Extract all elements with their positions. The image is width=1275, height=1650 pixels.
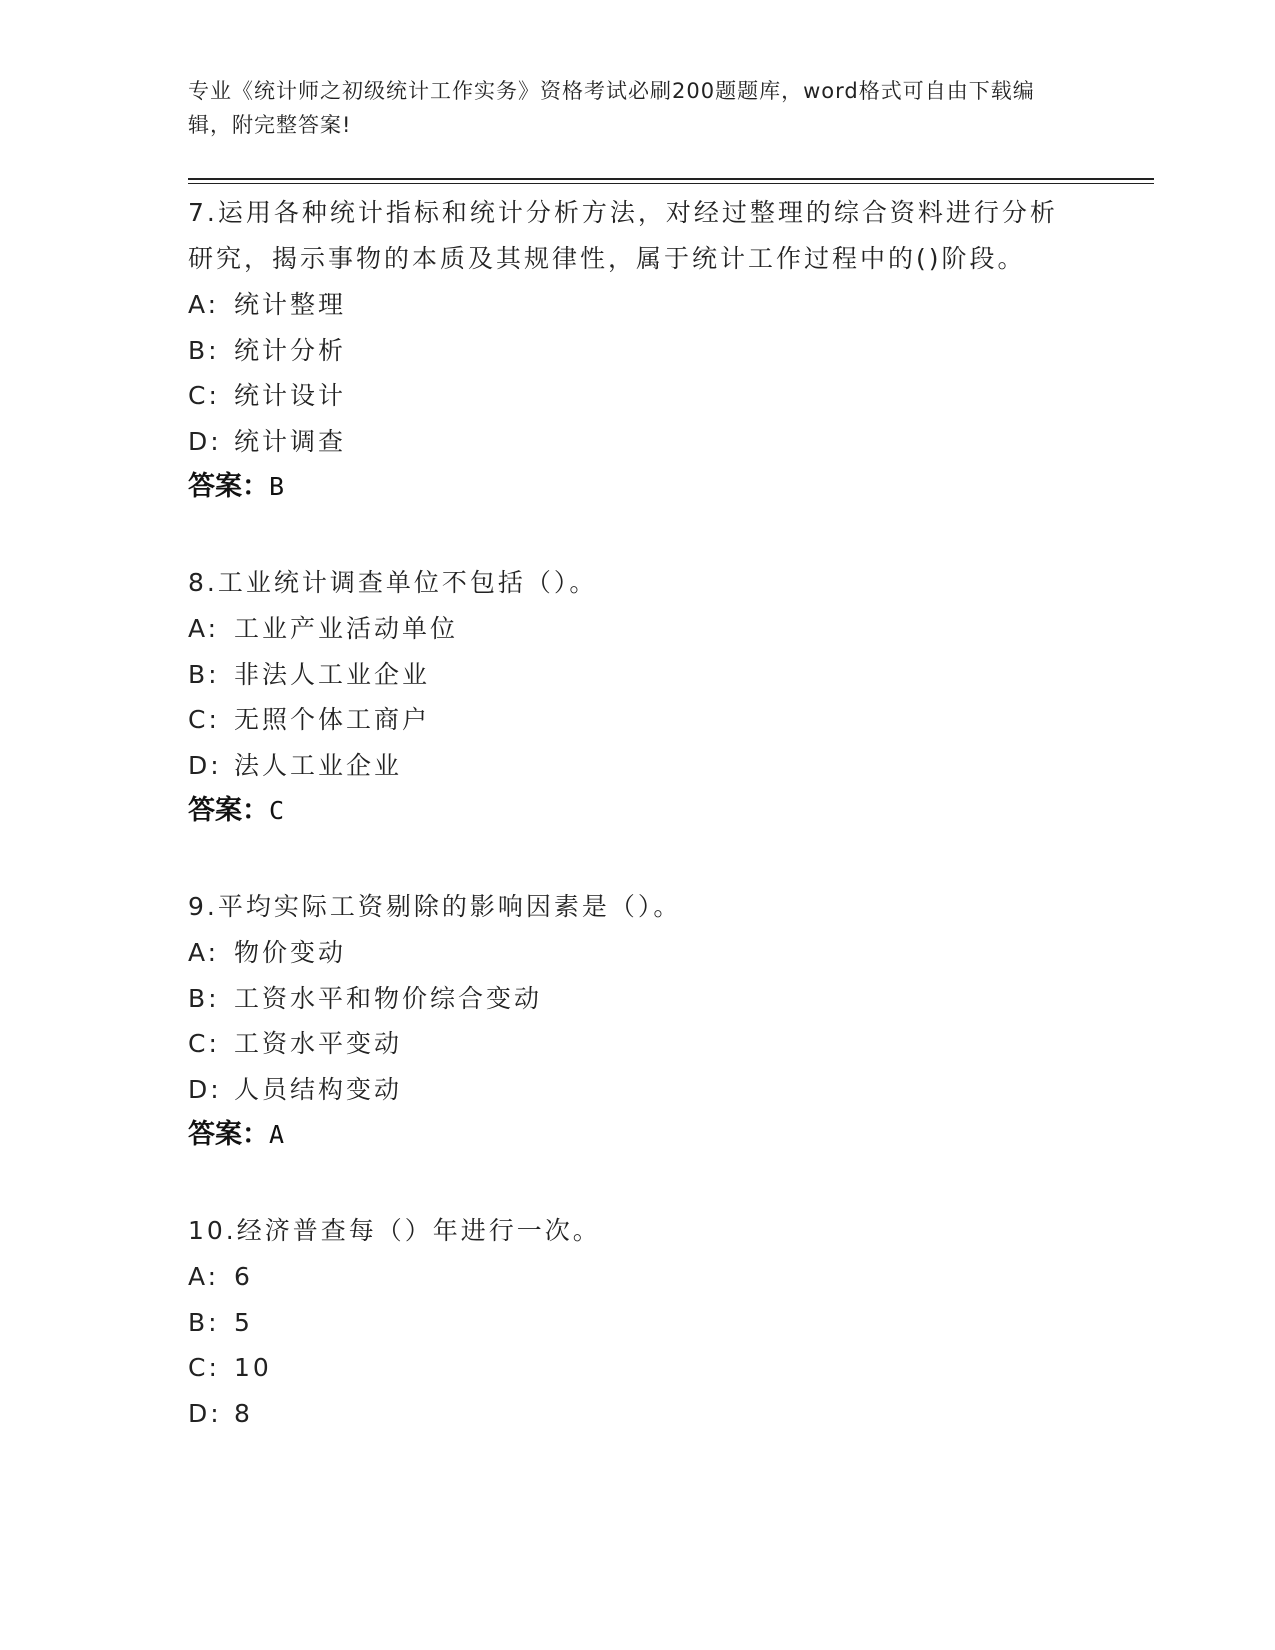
answer-label: 答案： [188, 1119, 269, 1150]
option-d [188, 1391, 1068, 1437]
option-b [188, 1300, 1068, 1346]
option-key: D: [188, 1398, 222, 1428]
document-header: 专业《统计师之初级统计工作实务》资格考试必刷200题题库，word格式可自由下载编辑，附完整答案! [188, 79, 1035, 137]
option-text: 无照个体工商户 [234, 705, 431, 734]
option-text: 物价变动 [234, 938, 347, 967]
option-a [188, 282, 1068, 328]
option-key: C: [188, 1029, 220, 1058]
answer-line [188, 788, 1068, 834]
option-key: D: [188, 750, 222, 780]
option-text: 非法人工业企业 [234, 659, 431, 689]
option-text: 工资水平变动 [234, 1029, 403, 1058]
option-key: B: [188, 983, 220, 1013]
option-key: A: [188, 1262, 220, 1291]
header-divider-thick [188, 178, 1154, 180]
question-list [188, 190, 1068, 1486]
question-item [188, 1208, 1068, 1436]
option-b [188, 976, 1068, 1022]
option-b [188, 652, 1068, 698]
option-key: A: [188, 938, 220, 967]
option-text: 工业产业活动单位 [234, 614, 459, 643]
answer-value: C [269, 796, 285, 825]
option-text: 工资水平和物价综合变动 [234, 983, 543, 1013]
answer-label: 答案： [188, 795, 269, 826]
option-b [188, 328, 1068, 374]
option-key: A: [188, 614, 220, 643]
option-c [188, 697, 1068, 743]
option-key: B: [188, 659, 220, 689]
option-a [188, 1254, 1068, 1300]
option-key: D: [188, 1074, 222, 1104]
question-text: 7.运用各种统计指标和统计分析方法，对经过整理的综合资料进行分析研究，揭示事物的本质及其规律性，属于统计工作过程中的()阶段。 [188, 198, 1058, 273]
option-c [188, 373, 1068, 419]
option-a [188, 930, 1068, 976]
option-key: C: [188, 381, 220, 410]
option-text: 统计分析 [234, 335, 347, 365]
option-text: 10 [234, 1353, 272, 1382]
option-text: 人员结构变动 [234, 1074, 403, 1104]
header-divider-thin [188, 183, 1154, 184]
option-d [188, 743, 1068, 789]
option-key: B: [188, 1307, 220, 1337]
option-key: C: [188, 705, 220, 734]
answer-line [188, 1112, 1068, 1158]
question-text: 9.平均实际工资剔除的影响因素是（）。 [188, 892, 682, 921]
answer-value: B [269, 472, 285, 501]
answer-line [188, 464, 1068, 510]
option-text: 8 [234, 1398, 253, 1428]
question-item [188, 560, 1068, 834]
option-text: 统计调查 [234, 426, 347, 456]
option-text: 法人工业企业 [234, 750, 403, 780]
option-key: C: [188, 1353, 220, 1382]
option-c [188, 1345, 1068, 1391]
answer-label: 答案： [188, 471, 269, 502]
option-text: 统计设计 [234, 381, 347, 410]
option-d [188, 1067, 1068, 1113]
option-text: 统计整理 [234, 290, 347, 319]
option-a [188, 606, 1068, 652]
answer-value: A [269, 1120, 285, 1149]
option-d [188, 419, 1068, 465]
option-key: A: [188, 290, 220, 319]
question-item [188, 190, 1068, 510]
option-key: B: [188, 335, 220, 365]
question-text: 8.工业统计调查单位不包括（）。 [188, 568, 598, 597]
option-text: 6 [234, 1262, 253, 1291]
question-text: 10.经济普查每（）年进行一次。 [188, 1216, 601, 1245]
option-key: D: [188, 426, 222, 456]
option-c [188, 1021, 1068, 1067]
question-item [188, 884, 1068, 1158]
option-text: 5 [234, 1307, 253, 1337]
